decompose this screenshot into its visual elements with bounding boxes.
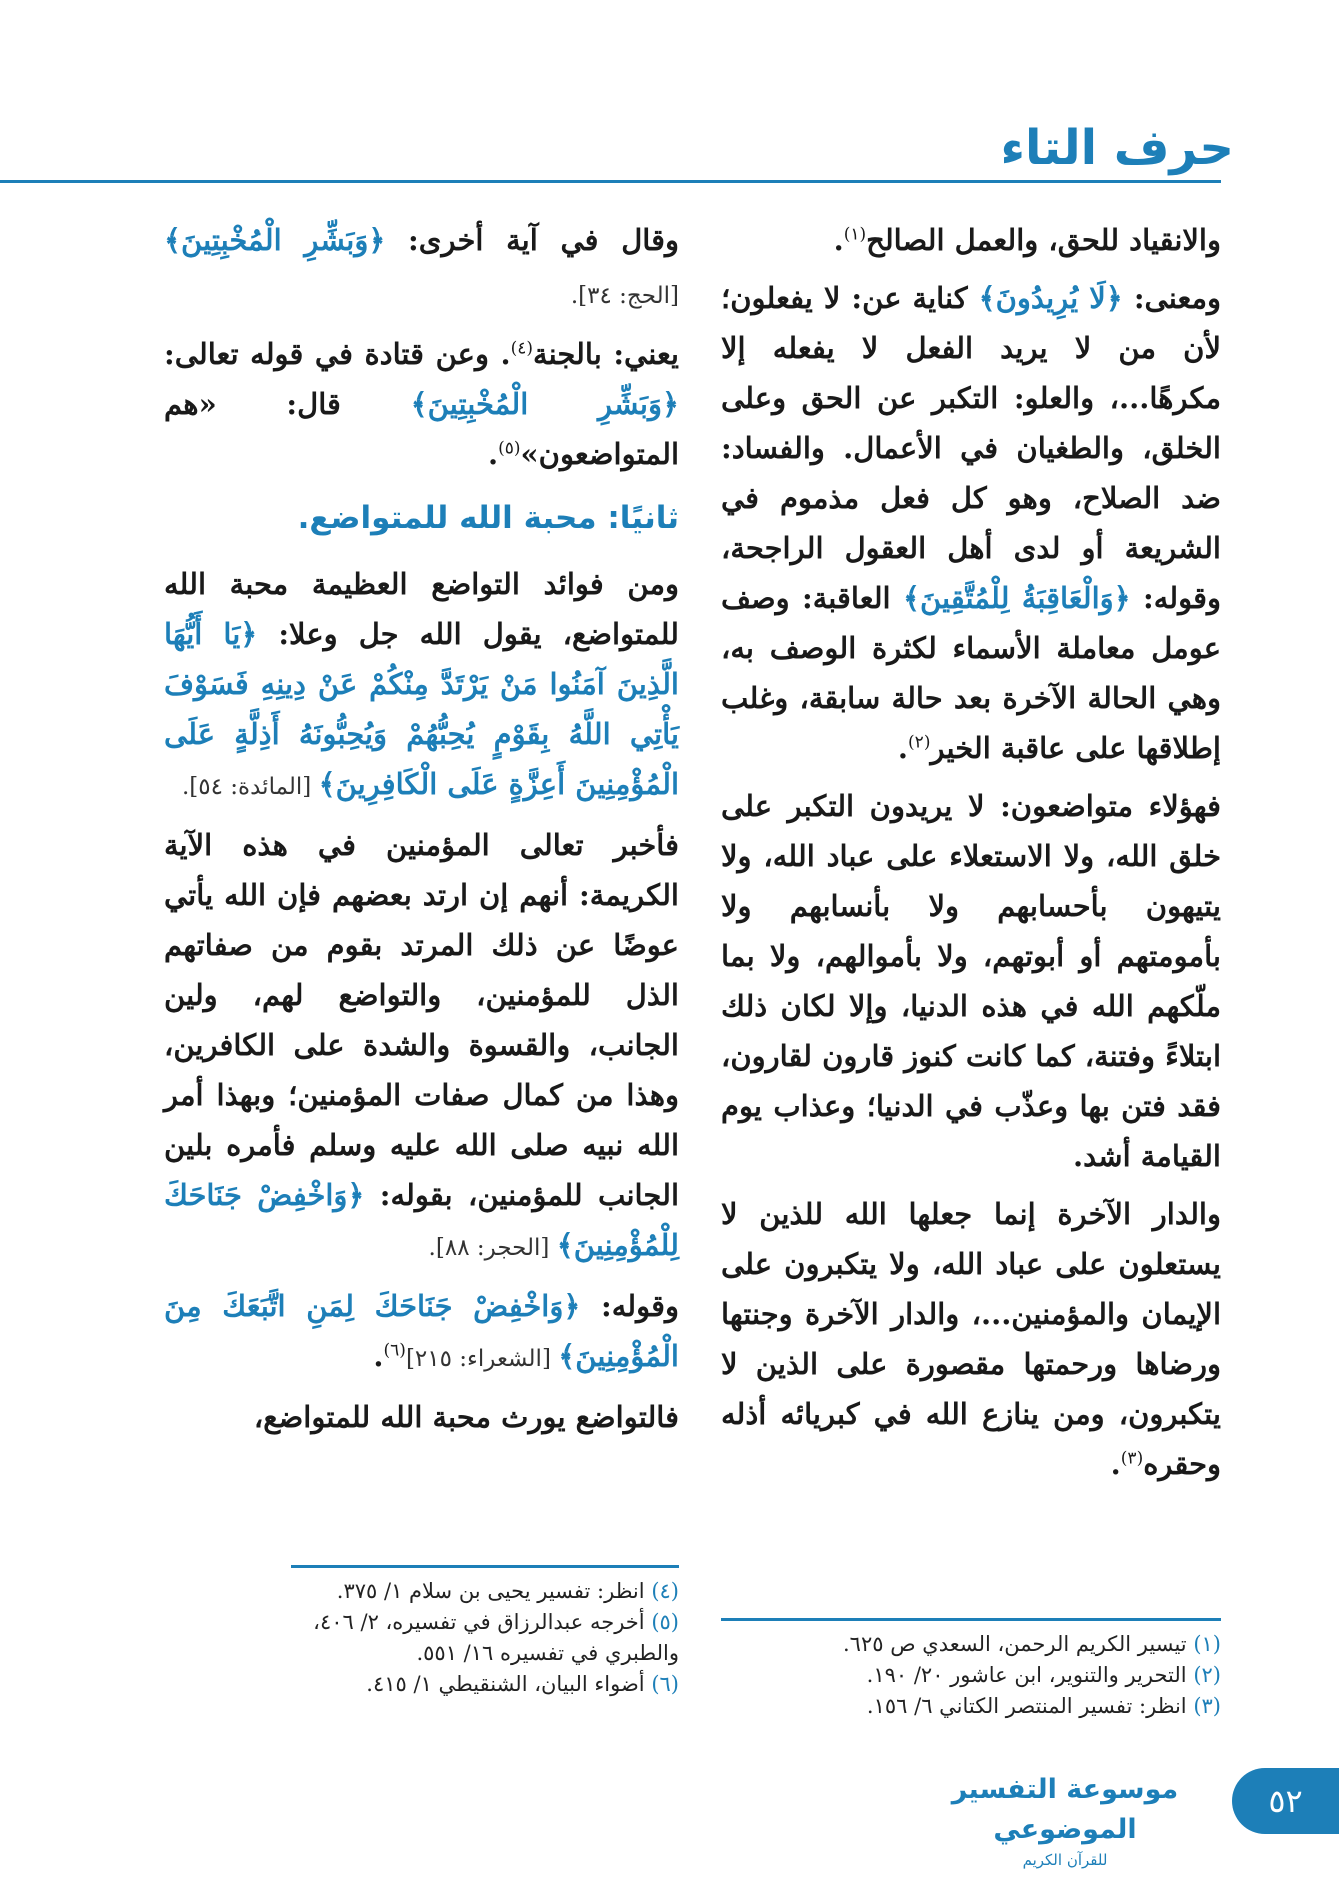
- footnote-number: (٣): [1193, 1694, 1221, 1718]
- text: وقوله:: [580, 1289, 679, 1323]
- text: ومعنى:: [1122, 281, 1221, 315]
- text: والدار الآخرة إنما جعلها الله للذين لا يستعلون على عباد الله، ولا يتكبرون على الإيمان والمؤمنين...، والدار الآخرة وجنتها ورضاها ورحمتها مقصورة على الذين لا يتكبرون، ومن ينازع الله في كبريائه أذله وحقره: [721, 1197, 1221, 1481]
- verse-reference: [الحجر: ٨٨].: [428, 1235, 557, 1261]
- text: فهؤلاء متواضعون: لا يريدون التكبر على خلق الله، ولا الاستعلاء على عباد الله، ولا يتيهون بأحسابهم ولا بأنسابهم ولا بأمومتهم أو أبوتهم، ولا بأموالهم، ولا بما ملّكهم الله في هذه الدنيا، وإلا لكان ذلك ابتلاءً وفتنة، كما كانت كنوز قارون لقارون، فقد فتن بها وعذّب في الدنيا؛ وعذاب يوم القيامة أشد.: [721, 789, 1221, 1173]
- chapter-title: حرف التاء: [1000, 120, 1234, 176]
- footnote: [291, 1669, 679, 1700]
- quran-verse: ﴿وَبَشِّرِ الْمُخْبِتِينَ﴾: [164, 223, 386, 257]
- verse-reference: [الشعراء: ٢١٥]: [405, 1346, 559, 1372]
- footnote-ref[interactable]: (١): [843, 224, 867, 245]
- right-column: [721, 215, 1221, 1497]
- paragraph: [164, 1392, 679, 1442]
- quran-verse: ﴿يَا أَيُّهَا الَّذِينَ آمَنُوا مَنْ يَرْتَدَّ مِنْكُمْ عَنْ دِينِهِ فَسَوْفَ يَأْتِي اللَّهُ بِقَوْمٍ يُحِبُّهُمْ وَيُحِبُّونَهُ أَذِلَّةٍ عَلَى الْمُؤْمِنِينَ أَعِزَّةٍ عَلَى الْكَافِرِينَ﴾: [164, 617, 679, 801]
- page-number: ٥٢: [1232, 1768, 1339, 1834]
- text: .: [373, 1339, 384, 1373]
- footnote-number: (٥): [651, 1610, 679, 1634]
- paragraph: [164, 820, 679, 1273]
- text: .: [488, 437, 499, 471]
- footnote-text: تيسير الكريم الرحمن، السعدي ص ٦٢٥.: [842, 1632, 1187, 1656]
- text: .: [897, 731, 909, 765]
- text: قال: «هم المتواضعون»: [164, 387, 679, 471]
- paragraph: [721, 273, 1221, 773]
- footnote-ref[interactable]: (٦): [383, 1340, 406, 1361]
- footnote-ref[interactable]: (٤): [510, 338, 534, 359]
- footnote-divider: [721, 1618, 1221, 1621]
- text: .: [1110, 1447, 1121, 1481]
- footnote-number: (٢): [1193, 1663, 1221, 1687]
- paragraph: [721, 781, 1221, 1181]
- quran-verse: ﴿وَبَشِّرِ الْمُخْبِتِينَ﴾: [410, 387, 679, 421]
- footnotes-left: [291, 1565, 679, 1700]
- paragraph: [164, 215, 679, 321]
- text: وقال في آية أخرى:: [385, 223, 679, 257]
- footnote: [721, 1691, 1221, 1722]
- paragraph: [164, 329, 679, 479]
- footnote: [721, 1629, 1221, 1660]
- verse-reference: [المائدة: ٥٤].: [181, 774, 319, 800]
- footnote-divider: [291, 1565, 679, 1568]
- text: فأخبر تعالى المؤمنين في هذه الآية الكريمة: أنهم إن ارتد بعضهم فإن الله يأتي عوضًا عن ذلك المرتد بقوم من صفاتهم الذل للمؤمنين، والتواضع لهم، ولين الجانب، والقسوة والشدة على الكافرين، وهذا من كمال صفات المؤمنين؛ وبهذا أمر الله نبيه صلى الله عليه وسلم فأمره بلين الجانب للمؤمنين، بقوله:: [164, 828, 679, 1212]
- footnote-number: (٦): [651, 1672, 679, 1696]
- logo-subtitle: للقرآن الكريم: [1022, 1851, 1108, 1869]
- paragraph: [721, 1189, 1221, 1489]
- quran-verse: ﴿لَا يُرِيدُونَ﴾: [978, 281, 1123, 315]
- footnote: [721, 1660, 1221, 1691]
- footnote-ref[interactable]: (٣): [1120, 1448, 1144, 1469]
- verse-reference: [الحج: ٣٤].: [570, 283, 679, 309]
- paragraph: [164, 1281, 679, 1384]
- text: يعني: بالجنة: [533, 337, 680, 371]
- footnotes-right: [721, 1618, 1221, 1722]
- text: العاقبة: وصف عومل معاملة الأسماء لكثرة الوصف به، وهي الحالة الآخرة بعد حالة سابقة، وغلب إطلاقها على عاقبة الخير: [721, 581, 1221, 765]
- footnote-ref[interactable]: (٥): [498, 438, 521, 459]
- text: . وعن قتادة في قوله تعالى:: [164, 337, 511, 371]
- footnote-text: التحرير والتنوير، ابن عاشور ٢٠/ ١٩٠.: [866, 1663, 1187, 1687]
- footnote-text: أخرجه عبدالرزاق في تفسيره، ٢/ ٤٠٦، والطبري في تفسيره ١٦/ ٥٥١.: [313, 1610, 679, 1665]
- header-rule: [0, 180, 1221, 183]
- text: كناية عن: لا يفعلون؛ لأن من لا يريد الفعل لا يفعله إلا مكرهًا...، والعلو: التكبر عن الحق وعلى الخلق، والطغيان في الأعمال. والفساد: ضد الصلاح، وهو كل فعل مذموم في الشريعة أو لدى أهل العقول الراجحة، وقوله:: [721, 281, 1221, 615]
- quran-verse: ﴿وَاخْفِضْ جَنَاحَكَ لِمَنِ اتَّبَعَكَ مِنَ الْمُؤْمِنِينَ﴾: [164, 1289, 679, 1373]
- paragraph: [164, 559, 679, 812]
- footnote-text: انظر: تفسير يحيى بن سلام ١/ ٣٧٥.: [336, 1579, 645, 1603]
- paragraph: [721, 215, 1221, 265]
- text: والانقياد للحق، والعمل الصالح: [866, 223, 1221, 257]
- footnote-number: (٤): [651, 1579, 679, 1603]
- footnote-number: (١): [1193, 1632, 1221, 1656]
- left-column: [164, 215, 679, 1450]
- section-subheading: ثانيًا: محبة الله للمتواضع.: [297, 500, 679, 536]
- text: ومن فوائد التواضع العظيمة محبة الله للمتواضع، يقول الله جل وعلا:: [164, 567, 680, 651]
- footnote: [291, 1576, 679, 1607]
- footnote-text: أضواء البيان، الشنقيطي ١/ ٤١٥.: [366, 1672, 645, 1696]
- encyclopedia-logo: [925, 1770, 1205, 1869]
- footnote: [291, 1607, 679, 1669]
- quran-verse: ﴿وَالْعَاقِبَةُ لِلْمُتَّقِينَ﴾: [902, 581, 1131, 615]
- footnote-ref[interactable]: (٢): [908, 732, 931, 753]
- quran-verse: ﴿وَاخْفِضْ جَنَاحَكَ لِلْمُؤْمِنِينَ﴾: [164, 1178, 679, 1262]
- logo-title: موسوعة التفسير الموضوعي: [951, 1774, 1179, 1845]
- footnote-text: انظر: تفسير المنتصر الكتاني ٦/ ١٥٦.: [866, 1694, 1187, 1718]
- text: .: [833, 223, 844, 257]
- text: فالتواضع يورث محبة الله للمتواضع،: [253, 1400, 679, 1434]
